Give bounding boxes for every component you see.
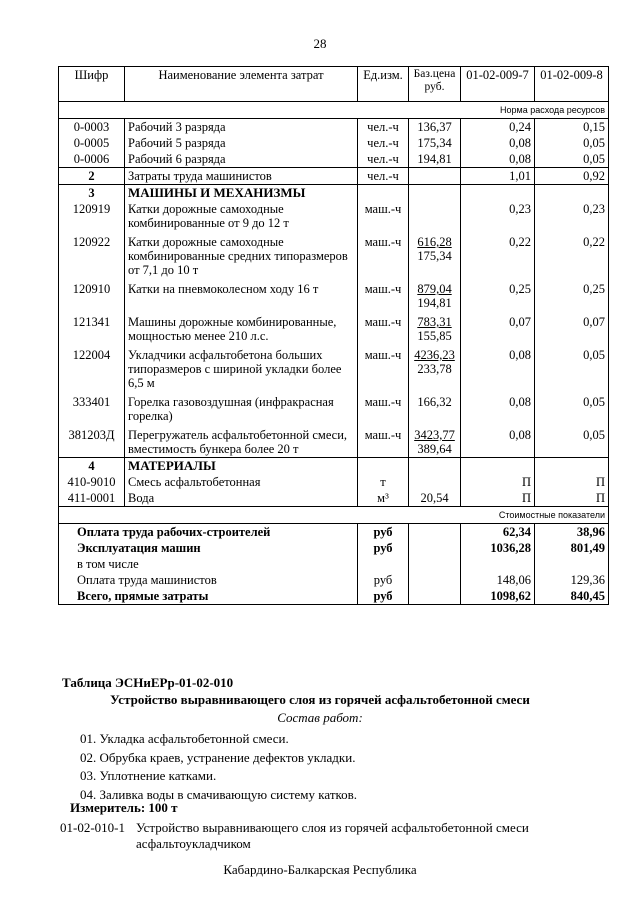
row-v1: П	[461, 474, 535, 490]
table-header	[59, 67, 609, 102]
cost-machines-row	[59, 540, 609, 556]
row-code: 120910	[59, 278, 125, 311]
header-col2: 01-02-009-8	[535, 67, 609, 102]
section-2-row	[59, 168, 609, 185]
row-v2: 0,15	[535, 119, 609, 136]
row-price	[409, 391, 461, 424]
works-subtitle: Состав работ:	[277, 710, 363, 725]
row-price: 136,37	[409, 119, 461, 136]
section-4-row	[59, 458, 609, 475]
price-total: 783,31	[417, 315, 452, 329]
row-name: Рабочий 6 разряда	[125, 151, 358, 168]
cost-name: Оплата труда машинистов	[59, 572, 358, 588]
row-unit: маш.-ч	[358, 391, 409, 424]
price-total: 4236,23	[414, 348, 455, 362]
measure: Измеритель: 100 т	[70, 800, 178, 815]
row-price	[409, 278, 461, 311]
cost-v1: 1098,62	[461, 588, 535, 605]
norm-item-code: 01-02-010-1	[60, 820, 125, 835]
row-v1: 0,22	[461, 231, 535, 278]
table-row	[59, 391, 609, 424]
cost-v2: 38,96	[535, 524, 609, 541]
cost-total-row	[59, 588, 609, 605]
price-total: 879,04	[417, 282, 452, 296]
row-code: 121341	[59, 311, 125, 344]
row-v1: 0,25	[461, 278, 535, 311]
work-item: 03. Уплотнение катками.	[80, 768, 217, 783]
row-name: Катки на пневмоколесном ходу 16 т	[125, 278, 358, 311]
row-unit: маш.-ч	[358, 424, 409, 458]
row-code: 0-0005	[59, 135, 125, 151]
row-v2: 0,05	[535, 424, 609, 458]
cost-operators-row	[59, 572, 609, 588]
row-v2: 0,05	[535, 344, 609, 391]
table-row	[59, 231, 609, 278]
row-code: 0-0003	[59, 119, 125, 136]
row-name: Машины дорожные комбинированные, мощностью менее 210 л.с.	[125, 311, 358, 344]
row-name: Перегружатель асфальтобетонной смеси, вместимость бункера более 20 т	[125, 424, 358, 458]
row-v1: 0,08	[461, 344, 535, 391]
row-code: 120919	[59, 201, 125, 231]
page-number: 28	[313, 36, 327, 51]
section-v2: 0,92	[535, 168, 609, 185]
row-v2: П	[535, 490, 609, 507]
row-v1: 0,23	[461, 201, 535, 231]
price-total: 3423,77	[414, 428, 455, 442]
cost-including-row	[59, 556, 609, 572]
section-name: МАТЕРИАЛЫ	[125, 458, 358, 475]
header-col1: 01-02-009-7	[461, 67, 535, 102]
resource-table	[58, 66, 609, 605]
row-v2: 0,05	[535, 391, 609, 424]
cost-v1: 148,06	[461, 572, 535, 588]
row-name: Смесь асфальтобетонная	[125, 474, 358, 490]
cost-name: Всего, прямые затраты	[59, 588, 358, 605]
row-v1: 0,08	[461, 391, 535, 424]
cost-labor-row	[59, 524, 609, 541]
row-code: 0-0006	[59, 151, 125, 168]
price-salary: 389,64	[417, 442, 452, 456]
price-total: 166,32	[417, 395, 452, 409]
section-unit: чел.-ч	[358, 168, 409, 185]
row-v1: П	[461, 490, 535, 507]
row-v2: 0,23	[535, 201, 609, 231]
cost-including: в том числе	[59, 556, 358, 572]
row-name: Катки дорожные самоходные комбинированные средних типоразмеров от 7,1 до 10 т	[125, 231, 358, 278]
row-price	[409, 201, 461, 231]
row-v2: 0,05	[535, 135, 609, 151]
section-code: 3	[59, 185, 125, 202]
row-code: 410-9010	[59, 474, 125, 490]
price-salary: 175,34	[417, 249, 452, 263]
price-salary: 155,85	[417, 329, 452, 343]
cost-unit: руб	[358, 524, 409, 541]
row-name: Укладчики асфальтобетона больших типоразмеров с шириной укладки более 6,5 м	[125, 344, 358, 391]
row-unit: маш.-ч	[358, 278, 409, 311]
cost-name: Эксплуатация машин	[59, 540, 358, 556]
row-price	[409, 474, 461, 490]
row-unit: т	[358, 474, 409, 490]
row-v2: П	[535, 474, 609, 490]
header-price: Баз.цена руб.	[409, 67, 461, 102]
footer-region: Кабардино-Балкарская Республика	[223, 862, 417, 877]
table-row	[59, 311, 609, 344]
row-price: 175,34	[409, 135, 461, 151]
cost-unit: руб	[358, 540, 409, 556]
row-unit: маш.-ч	[358, 311, 409, 344]
table-row	[59, 344, 609, 391]
cost-label: Стоимостные показатели	[59, 507, 609, 524]
row-code: 411-0001	[59, 490, 125, 507]
table-row	[59, 490, 609, 507]
row-price	[409, 344, 461, 391]
cost-v2: 129,36	[535, 572, 609, 588]
row-unit: м³	[358, 490, 409, 507]
work-item: 01. Укладка асфальтобетонной смеси.	[80, 731, 289, 746]
row-price: 20,54	[409, 490, 461, 507]
header-code: Шифр	[59, 67, 125, 102]
table-row	[59, 119, 609, 136]
cost-row	[59, 507, 609, 524]
row-unit: маш.-ч	[358, 344, 409, 391]
table-code: Таблица ЭСНиЕРр-01-02-010	[62, 675, 234, 690]
row-unit: чел.-ч	[358, 151, 409, 168]
row-price: 194,81	[409, 151, 461, 168]
section-v1: 1,01	[461, 168, 535, 185]
price-salary: 233,78	[417, 362, 452, 376]
work-item: 02. Обрубка краев, устранение дефектов укладки.	[80, 749, 356, 765]
row-code: 120922	[59, 231, 125, 278]
table-row	[59, 151, 609, 168]
row-code: 333401	[59, 391, 125, 424]
cost-v1: 62,34	[461, 524, 535, 541]
row-unit: маш.-ч	[358, 201, 409, 231]
cost-v1: 1036,28	[461, 540, 535, 556]
row-name: Горелка газовоздушная (инфракрасная горелка)	[125, 391, 358, 424]
row-v2: 0,05	[535, 151, 609, 168]
section-code: 2	[59, 168, 125, 185]
row-name: Вода	[125, 490, 358, 507]
row-v1: 0,08	[461, 424, 535, 458]
row-v2: 0,07	[535, 311, 609, 344]
section-code: 4	[59, 458, 125, 475]
cost-unit: руб	[358, 588, 409, 605]
work-item: 04. Заливка воды в смачивающую систему катков.	[80, 786, 358, 802]
works-list	[80, 730, 357, 804]
row-name: Рабочий 5 разряда	[125, 135, 358, 151]
row-code: 122004	[59, 344, 125, 391]
row-unit: чел.-ч	[358, 119, 409, 136]
row-name: Рабочий 3 разряда	[125, 119, 358, 136]
norm-label: Норма расхода ресурсов	[59, 102, 609, 119]
price-salary: 194,81	[417, 296, 452, 310]
norm-item	[60, 820, 536, 852]
row-v1: 0,07	[461, 311, 535, 344]
row-price	[409, 311, 461, 344]
row-unit: маш.-ч	[358, 231, 409, 278]
table-row	[59, 424, 609, 458]
cost-v2: 801,49	[535, 540, 609, 556]
section-name: МАШИНЫ И МЕХАНИЗМЫ	[125, 185, 358, 202]
price-total: 616,28	[417, 235, 452, 249]
row-price	[409, 231, 461, 278]
header-unit: Ед.изм.	[358, 67, 409, 102]
table-title: Устройство выравнивающего слоя из горячей асфальтобетонной смеси	[110, 692, 530, 707]
row-v2: 0,25	[535, 278, 609, 311]
table-row	[59, 278, 609, 311]
row-price	[409, 424, 461, 458]
row-code: 381203Д	[59, 424, 125, 458]
section-3-row	[59, 185, 609, 202]
cost-v2: 840,45	[535, 588, 609, 605]
section-name: Затраты труда машинистов	[125, 168, 358, 185]
table-row	[59, 201, 609, 231]
cost-name: Оплата труда рабочих-строителей	[59, 524, 358, 541]
row-unit: чел.-ч	[358, 135, 409, 151]
row-name: Катки дорожные самоходные комбинированные от 9 до 12 т	[125, 201, 358, 231]
row-v2: 0,22	[535, 231, 609, 278]
row-v1: 0,24	[461, 119, 535, 136]
table-row	[59, 474, 609, 490]
row-v1: 0,08	[461, 151, 535, 168]
norm-item-text: Устройство выравнивающего слоя из горячей асфальтобетонной смеси асфальтоукладчиком	[136, 820, 529, 851]
norm-row	[59, 102, 609, 119]
table-row	[59, 135, 609, 151]
cost-unit: руб	[358, 572, 409, 588]
header-name: Наименование элемента затрат	[125, 67, 358, 102]
row-v1: 0,08	[461, 135, 535, 151]
